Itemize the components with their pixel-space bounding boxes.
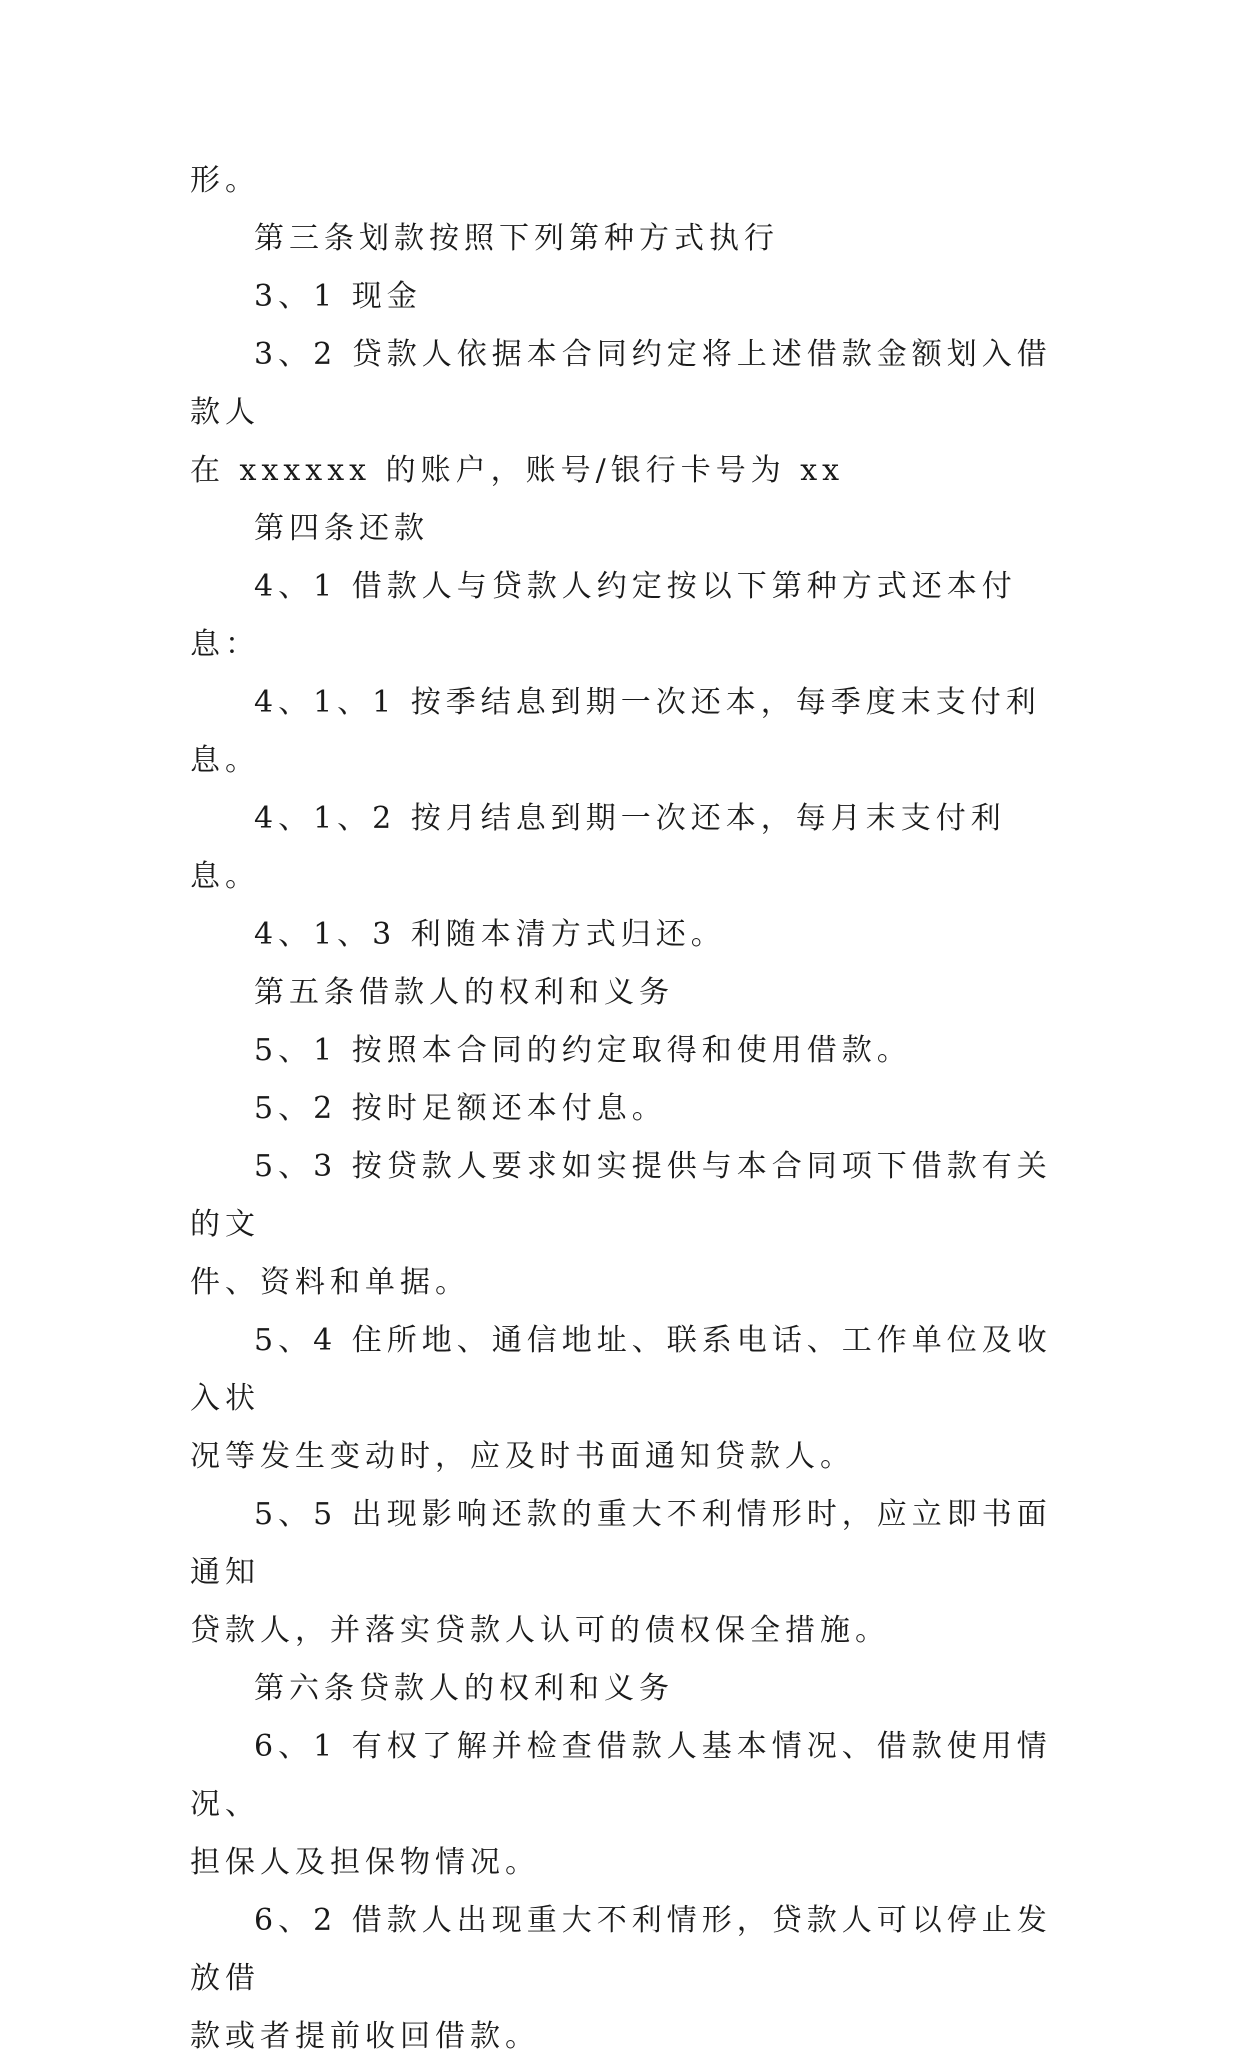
clause-6-1-continuation: 担保人及担保物情况。 <box>190 1845 540 1880</box>
article-3-heading: 第三条划款按照下列第种方式执行 <box>254 221 779 256</box>
clause-5-5: 5、5 出现影响还款的重大不利情形时，应立即书面通知 <box>190 1497 1052 1590</box>
clause-4-1: 4、1 借款人与贷款人约定按以下第种方式还本付息： <box>190 569 1017 662</box>
clause-4-1-2: 4、1、2 按月结息到期一次还本，每月末支付利息。 <box>190 801 1006 894</box>
clause-4-1-3: 4、1、3 利随本清方式归还。 <box>254 917 726 952</box>
clause-6-1: 6、1 有权了解并检查借款人基本情况、借款使用情况、 <box>190 1729 1052 1822</box>
clause-6-2-continuation: 款或者提前收回借款。 <box>190 2019 540 2054</box>
article-5-heading: 第五条借款人的权利和义务 <box>254 975 674 1010</box>
clause-3-2: 3、2 贷款人依据本合同约定将上述借款金额划入借款人 <box>190 337 1052 430</box>
clause-5-3: 5、3 按贷款人要求如实提供与本合同项下借款有关的文 <box>190 1149 1052 1242</box>
clause-5-3-continuation: 件、资料和单据。 <box>190 1265 470 1300</box>
clause-5-4: 5、4 住所地、通信地址、联系电话、工作单位及收入状 <box>190 1323 1052 1416</box>
clause-3-1: 3、1 现金 <box>254 279 422 314</box>
paragraph-continuation: 形。 <box>190 163 260 198</box>
article-6-heading: 第六条贷款人的权利和义务 <box>254 1671 674 1706</box>
clause-3-2-continuation: 在 xxxxxx 的账户，账号/银行卡号为 xx <box>190 453 845 488</box>
clause-6-2: 6、2 借款人出现重大不利情形，贷款人可以停止发放借 <box>190 1903 1052 1996</box>
clause-5-5-continuation: 贷款人，并落实贷款人认可的债权保全措施。 <box>190 1613 890 1648</box>
clause-5-4-continuation: 况等发生变动时，应及时书面通知贷款人。 <box>190 1439 855 1474</box>
clause-5-2: 5、2 按时足额还本付息。 <box>254 1091 667 1126</box>
clause-4-1-1: 4、1、1 按季结息到期一次还本，每季度末支付利息。 <box>190 685 1041 778</box>
clause-5-1: 5、1 按照本合同的约定取得和使用借款。 <box>254 1033 912 1068</box>
document-body <box>190 152 1060 2066</box>
article-4-heading: 第四条还款 <box>254 511 429 546</box>
